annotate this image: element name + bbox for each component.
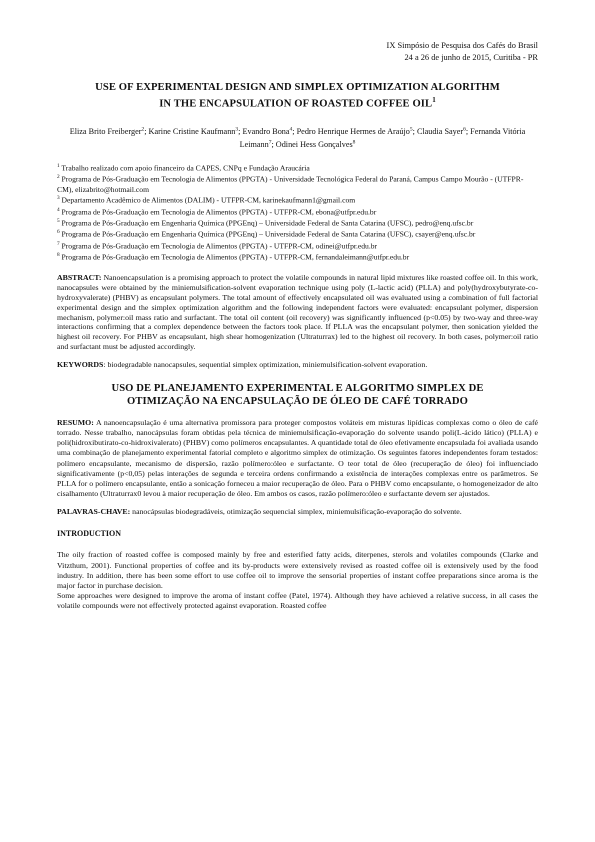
title-portuguese-line1: USO DE PLANEJAMENTO EXPERIMENTAL E ALGORITMO SIMPLEX DE bbox=[111, 382, 484, 394]
abstract-text: Nanoencapsulation is a promising approach to protect the volatile compounds in natural lipid mixtures like roasted coffee oil. In this work, nanocapsules were obtained by the miniemulsification-solvent evaporation technique using poly (L-lactic acid) (PLLA) and poly(hydroxybutyrate-co-hydroxyvalerate) (PHBV) as encapsulant polymers. The total amount of effectively encapsulated oil was evaluated using a combination of full factorial experimental design and the simplex optimization algorithm and the following independent factors were evaluated: encapsulant polymer, dispersion mechanism, polymer:oil mass ratio and surfactant. The total oil content (oil recovery) was significantly influenced (p<0.05) by two-way and three-way interactions confirming that a complex dependence between the factors took place. If PLLA was the encapsulant polymer, then sonication yielded the highest oil recovery. For PHBV as encapsulant, high shear homogenization (Ultraturrax) led to the highest oil recovery. In both cases, polymer:oil ratio and surfactant must be adjusted accordingly. bbox=[57, 273, 538, 351]
affiliation-item: $^8$ Programa de Pós-Graduação em Tecnologia de Alimentos (PPGTA) - UTFPR-CM, fernandaleimann@utfpr.edu.br bbox=[57, 252, 410, 262]
affiliation-item: $^6$ Programa de Pós-Graduação em Engenharia Química (PPGEnq) – Universidade Federal de Santa Catarina (UFSC), csayer@enq.ufsc.br bbox=[57, 229, 476, 239]
abstract bbox=[57, 273, 538, 351]
title-portuguese-line2: OTIMIZAÇÃO NA ENCAPSULAÇÃO DE ÓLEO DE CAFÉ TORRADO bbox=[127, 395, 468, 407]
resumo-text: A nanoencapsulação é uma alternativa promissora para proteger compostos voláteis em misturas lipídicas complexas como o óleo de café torrado. Nesse trabalho, nanocápsulas foram obtidas pela técnica de miniemulsificação-evaporação do solvente usando poli(L-ácido lático) (PLLA) e poli(hidroxibutirato-co-hidroxivalerato) (PHBV) como polímeros encapsulantes. A quantidade total de óleo efetivamente encapsulada foi avaliada usando uma combinação de planejamento experimental fatorial completo e algoritmo simplex de otimização. Os seguintes fatores independentes foram testados: polímero encapsulante, mecanismo de dispersão, razão polímero:óleo e surfactante. O teor total de óleo (recuperação de óleo) foi influenciado significativamente (p<0,05) pelas interações de segunda e terceira ordens confirmando a existência de interações complexas entre os parâmetros. Se PLLA for o polímero encapsulante, então a sonicação forneceu a maior recuperação de óleo. Para o PHBV como encapsulante, o homogeneizador de alto cisalhamento (Ultraturrax0 levou à maior recuperação de óleo. Em ambos os casos, razão polímero:óleo e surfactante devem ser ajustados. bbox=[57, 417, 538, 499]
conference-name: IX Simpósio de Pesquisa dos Cafés do Brasil bbox=[386, 41, 538, 50]
affiliation-item: $^7$ Programa de Pós-Graduação em Tecnologia de Alimentos (PPGTA) - UTFPR-CM, odinei@utfpr.edu.br bbox=[57, 240, 378, 251]
author-list bbox=[57, 125, 538, 150]
affiliation-item: $^3$ Departamento Acadêmico de Alimentos (DALIM) - UTFPR-CM, karinekaufmann1@gmail.com bbox=[57, 195, 356, 205]
affiliation-item: $^4$ Programa de Pós-Graduação em Tecnologia de Alimentos (PPGTA) - UTFPR-CM, ebona@utfpr.edu.br bbox=[57, 206, 377, 217]
author: Pedro Henrique Hermes de Araújo$^5$; bbox=[296, 126, 417, 137]
title-english-line1: USE OF EXPERIMENTAL DESIGN AND SIMPLEX OPTIMIZATION ALGORITHM bbox=[95, 82, 500, 93]
title-english-line2: IN THE ENCAPSULATION OF ROASTED COFFEE OIL bbox=[159, 98, 433, 110]
palavras-chave-text: nanocápsulas biodegradáveis, otimização sequencial simplex, miniemulsificação-evaporação do solvente. bbox=[130, 507, 462, 517]
author: Claudia Sayer$^6$; bbox=[416, 126, 471, 137]
affiliation-list bbox=[57, 162, 538, 262]
introduction-heading: INTRODUCTION bbox=[57, 529, 122, 539]
keywords-label: KEYWORDS bbox=[57, 359, 104, 369]
title-portuguese bbox=[77, 382, 518, 408]
introduction-paragraph: Some approaches were designed to improve the aroma of instant coffee (Patel, 1974). Although they have achieved a relative success, in all cases the volatile compounds were not effectively protected against evaporation. Roasted coffee bbox=[57, 591, 538, 611]
title-footnote-mark: 1 bbox=[432, 96, 436, 104]
affiliation-item: $^1$ Trabalho realizado com apoio financeiro da CAPES, CNPq e Fundação Araucária bbox=[57, 163, 310, 173]
title-english bbox=[77, 81, 518, 111]
author: Eliza Brito Freiberger$^2$; bbox=[69, 126, 149, 137]
introduction-paragraph: The oily fraction of roasted coffee is composed mainly by free and esterified fatty acids, diterpenes, sterols and volatiles compounds (Clarke and Vitzthum, 2001). Functional properties of coffee and its by-products were extensively revised as roasted coffee oil is extensively used by the food industry. In addition, there has been some effort to use coffee oil to improve the sensorial properties of instant coffee preparations since aroma is the major factor in purchase decision. bbox=[57, 550, 538, 591]
keywords bbox=[57, 360, 538, 370]
conference-header bbox=[57, 40, 538, 64]
resumo bbox=[57, 418, 538, 500]
affiliation-item: $^5$ Programa de Pós-Graduação em Engenharia Química (PPGEnq) – Universidade Federal de Santa Catarina (UFSC), pedro@enq.ufsc.br bbox=[57, 218, 474, 228]
keywords-text: : biodegradable nanocapsules, sequential simplex optimization, miniemulsification-solvent evaporation. bbox=[103, 359, 428, 369]
affiliation-item: $^2$ Programa de Pós-Graduação em Tecnologia de Alimentos (PPGTA) - Universidade Tecnológica Federal do Paraná, Campus Campo Mourão - (UTFPR-CM), elizabrito@hotmail.com bbox=[57, 174, 524, 194]
abstract-label: ABSTRACT: bbox=[57, 273, 102, 283]
palavras-chave-label: PALAVRAS-CHAVE: bbox=[57, 507, 131, 517]
author: Evandro Bona$^4$; bbox=[242, 126, 297, 137]
introduction-body bbox=[57, 550, 538, 611]
conference-date: 24 a 26 de junho de 2015, Curitiba - PR bbox=[404, 53, 538, 62]
author: Odinei Hess Gonçalves$^8$ bbox=[275, 139, 356, 149]
author: Fernanda Vitória Leimann$^7$; bbox=[239, 127, 526, 149]
author: Karine Cristine Kaufmann$^3$; bbox=[148, 126, 243, 137]
palavras-chave bbox=[57, 507, 538, 517]
resumo-label: RESUMO: bbox=[57, 417, 94, 427]
